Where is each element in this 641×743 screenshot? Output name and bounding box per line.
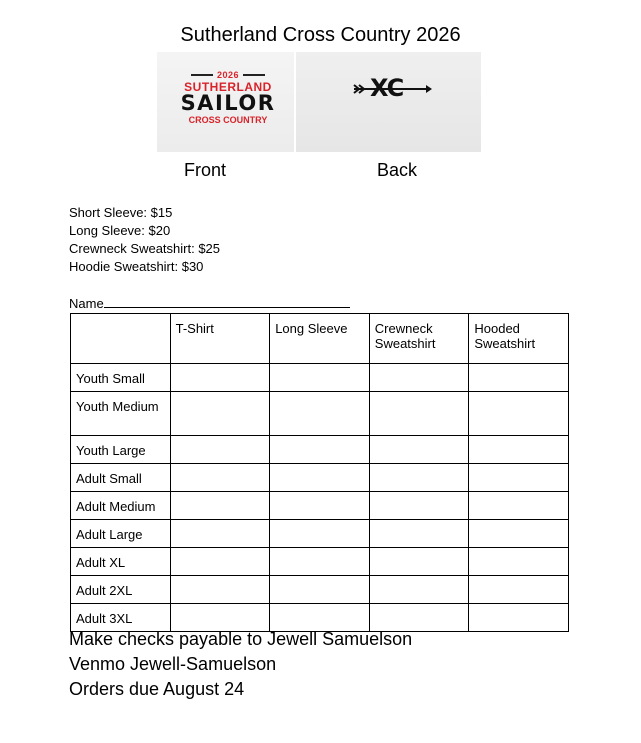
front-design: [175, 70, 281, 125]
quantity-cell[interactable]: [369, 548, 469, 576]
quantity-cell[interactable]: [369, 464, 469, 492]
table-header-cell: Hooded Sweatshirt: [469, 314, 569, 364]
divider: [243, 74, 265, 76]
quantity-cell[interactable]: [170, 520, 270, 548]
quantity-cell[interactable]: [270, 392, 370, 436]
size-label: Adult Medium: [71, 492, 171, 520]
quantity-cell[interactable]: [170, 364, 270, 392]
quantity-cell[interactable]: [469, 604, 569, 632]
quantity-cell[interactable]: [170, 492, 270, 520]
payment-info: [69, 627, 412, 702]
size-label: Adult Small: [71, 464, 171, 492]
size-label: Youth Small: [71, 364, 171, 392]
quantity-cell[interactable]: [469, 436, 569, 464]
quantity-cell[interactable]: [469, 492, 569, 520]
table-row: [71, 520, 569, 548]
name-input-line[interactable]: [104, 295, 350, 308]
size-label: Adult Large: [71, 520, 171, 548]
quantity-cell[interactable]: [270, 436, 370, 464]
quantity-cell[interactable]: [369, 520, 469, 548]
quantity-cell[interactable]: [369, 576, 469, 604]
quantity-cell[interactable]: [469, 464, 569, 492]
quantity-cell[interactable]: [170, 392, 270, 436]
size-label: Youth Medium: [71, 392, 171, 436]
size-label: Adult XL: [71, 548, 171, 576]
table-header-cell: [71, 314, 171, 364]
order-table: [70, 313, 569, 632]
page-title: Sutherland Cross Country 2026: [180, 24, 461, 46]
name-label: Name: [69, 296, 104, 311]
table-row: [71, 492, 569, 520]
table-row: [71, 576, 569, 604]
table-row: [71, 436, 569, 464]
quantity-cell[interactable]: [270, 576, 370, 604]
table-row: [71, 364, 569, 392]
quantity-cell[interactable]: [469, 548, 569, 576]
quantity-cell[interactable]: [270, 520, 370, 548]
quantity-cell[interactable]: [469, 576, 569, 604]
price-item: Long Sleeve: $20: [69, 223, 171, 238]
front-sport: CROSS COUNTRY: [188, 115, 268, 125]
price-item: Hoodie Sweatshirt: $30: [69, 259, 204, 274]
quantity-cell[interactable]: [469, 392, 569, 436]
back-design: [352, 74, 432, 104]
table-row: [71, 392, 569, 436]
size-label: Adult 2XL: [71, 576, 171, 604]
name-field-row: [69, 295, 350, 311]
quantity-cell[interactable]: [469, 520, 569, 548]
table-header-row: [71, 314, 569, 364]
back-text: XC: [370, 74, 404, 102]
table-row: [71, 548, 569, 576]
size-label: Youth Large: [71, 436, 171, 464]
quantity-cell[interactable]: [270, 548, 370, 576]
quantity-cell[interactable]: [469, 364, 569, 392]
quantity-cell[interactable]: [170, 548, 270, 576]
front-mascot: SAILOR: [180, 91, 276, 115]
size-label: Adult 3XL: [71, 604, 171, 632]
quantity-cell[interactable]: [270, 464, 370, 492]
quantity-cell[interactable]: [170, 464, 270, 492]
quantity-cell[interactable]: [170, 436, 270, 464]
quantity-cell[interactable]: [369, 492, 469, 520]
front-team: SUTHERLAND: [184, 80, 272, 94]
quantity-cell[interactable]: [270, 492, 370, 520]
price-list: [69, 204, 220, 276]
quantity-cell[interactable]: [369, 364, 469, 392]
quantity-cell[interactable]: [170, 576, 270, 604]
front-label: Front: [184, 160, 227, 180]
front-year: 2026: [216, 70, 240, 80]
table-header-cell: Long Sleeve: [270, 314, 370, 364]
footer-line: Orders due August 24: [69, 679, 245, 699]
back-shirt-image: [296, 52, 481, 152]
quantity-cell[interactable]: [270, 364, 370, 392]
footer-line: Make checks payable to Jewell Samuelson: [69, 629, 413, 649]
divider: [191, 74, 213, 76]
table-header-cell: Crewneck Sweatshirt: [369, 314, 469, 364]
price-item: Crewneck Sweatshirt: $25: [69, 241, 221, 256]
table-header-cell: T-Shirt: [170, 314, 270, 364]
quantity-cell[interactable]: [369, 392, 469, 436]
price-item: Short Sleeve: $15: [69, 205, 173, 220]
footer-line: Venmo Jewell-Samuelson: [69, 654, 277, 674]
front-shirt-image: [157, 52, 294, 152]
back-label: Back: [377, 160, 418, 180]
quantity-cell[interactable]: [369, 436, 469, 464]
table-row: [71, 464, 569, 492]
